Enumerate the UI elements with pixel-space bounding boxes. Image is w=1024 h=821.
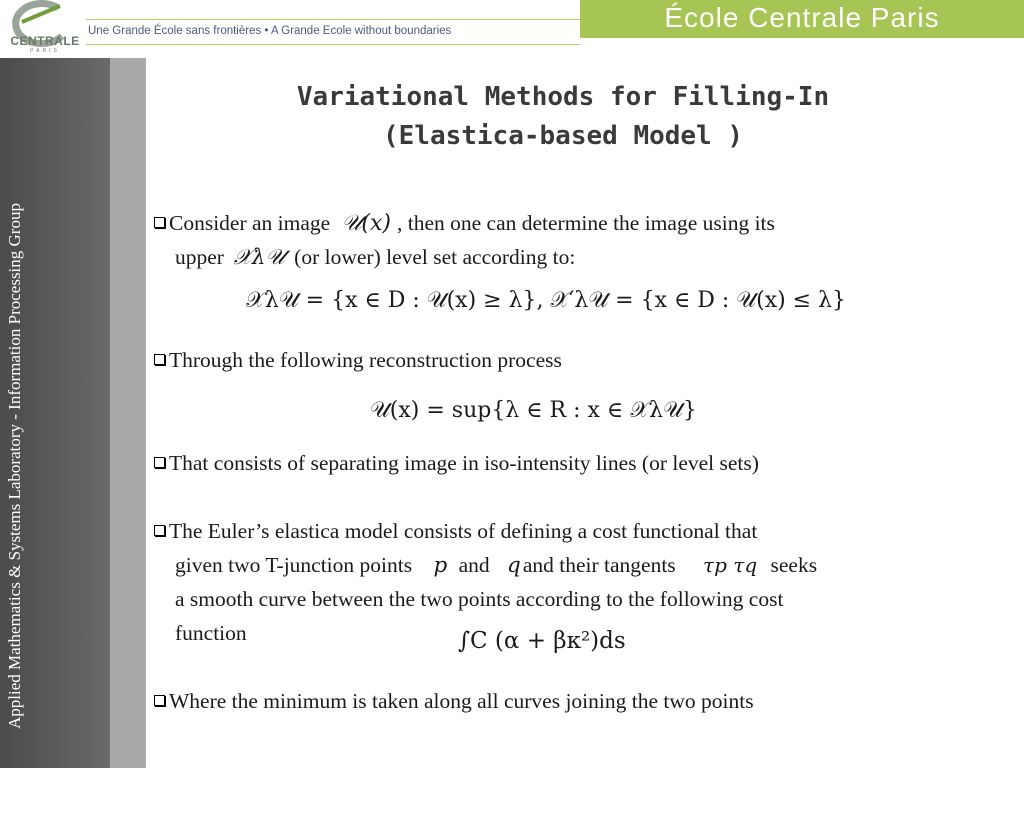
point-q: q [507,553,521,578]
equation-reconstruction: 𝒰(x) = sup{λ ∈ R : x ∈ 𝒳λ𝒰} [370,398,697,423]
bullet-2-text: Through the following reconstruction process [169,348,562,372]
bullet-4-line-4: function [175,621,247,645]
logo-subtext: PARIS [30,48,60,54]
tagline: Une Grande École sans frontières • A Grande Ecole without boundaries [88,25,452,37]
sidebar [0,58,110,768]
bullet-5-text: Where the minimum is taken along all curves joining the two points [169,689,754,713]
point-p: p [433,553,448,578]
equation-cost: ∫C (α + βκ²)ds [458,628,626,654]
bullet-box-icon [154,354,165,365]
brand-title: École Centrale Paris [664,2,940,33]
bullet-4-text-d: seeks [770,553,818,577]
bullet-1-text-c: upper [175,245,224,269]
sidebar-strip [110,58,146,768]
bullet-1-line-2 [175,240,575,275]
bullet-2 [154,343,562,377]
slide-title [160,78,966,156]
image-symbol: 𝒰(x) [341,211,391,236]
sidebar-label: Applied Mathematics & Systems Laboratory - Information Processing Group [5,203,24,729]
bullet-3 [154,446,759,480]
bullet-4-line-3: a smooth curve between the two points according to the following cost [175,587,784,611]
logo-text: CENTRALE [10,34,80,48]
bullet-4-text-b: and [458,553,490,577]
equation-level-sets: 𝒳λ𝒰 = {x ∈ D : 𝒰(x) ≥ λ}, 𝒳′λ𝒰 = {x ∈ D : 𝒰(x) ≤ λ} [246,288,847,313]
bullet-5 [154,684,754,718]
bullet-4-line-1: The Euler’s elastica model consists of defining a cost functional that [169,519,758,543]
bullet-1-text-b: , then one can determine the image using its [396,211,775,235]
bullet-1-text-a: Consider an image [169,211,331,235]
bullet-4-text-a: given two T-junction points [175,553,413,577]
bullet-1-text-d: (or lower) level set according to: [294,245,576,269]
bullet-1 [154,206,775,241]
header-top-band [86,0,580,19]
bullet-box-icon [154,525,165,536]
level-set-symbol: 𝒳λ𝒰 [233,245,285,270]
title-line-2: (Elastica-based Model ) [382,121,744,151]
bullet-4-line-2 [175,548,817,583]
tangents: τp τq [703,553,758,577]
bullet-4 [154,514,757,548]
bullet-box-icon [154,217,165,228]
bullet-box-icon [154,695,165,706]
bullet-3-text: That consists of separating image in iso-intensity lines (or level sets) [169,451,759,475]
title-line-1: Variational Methods for Filling-In [296,82,830,112]
bullet-box-icon [154,457,165,468]
bullet-4-text-c: and their tangents [522,553,676,577]
